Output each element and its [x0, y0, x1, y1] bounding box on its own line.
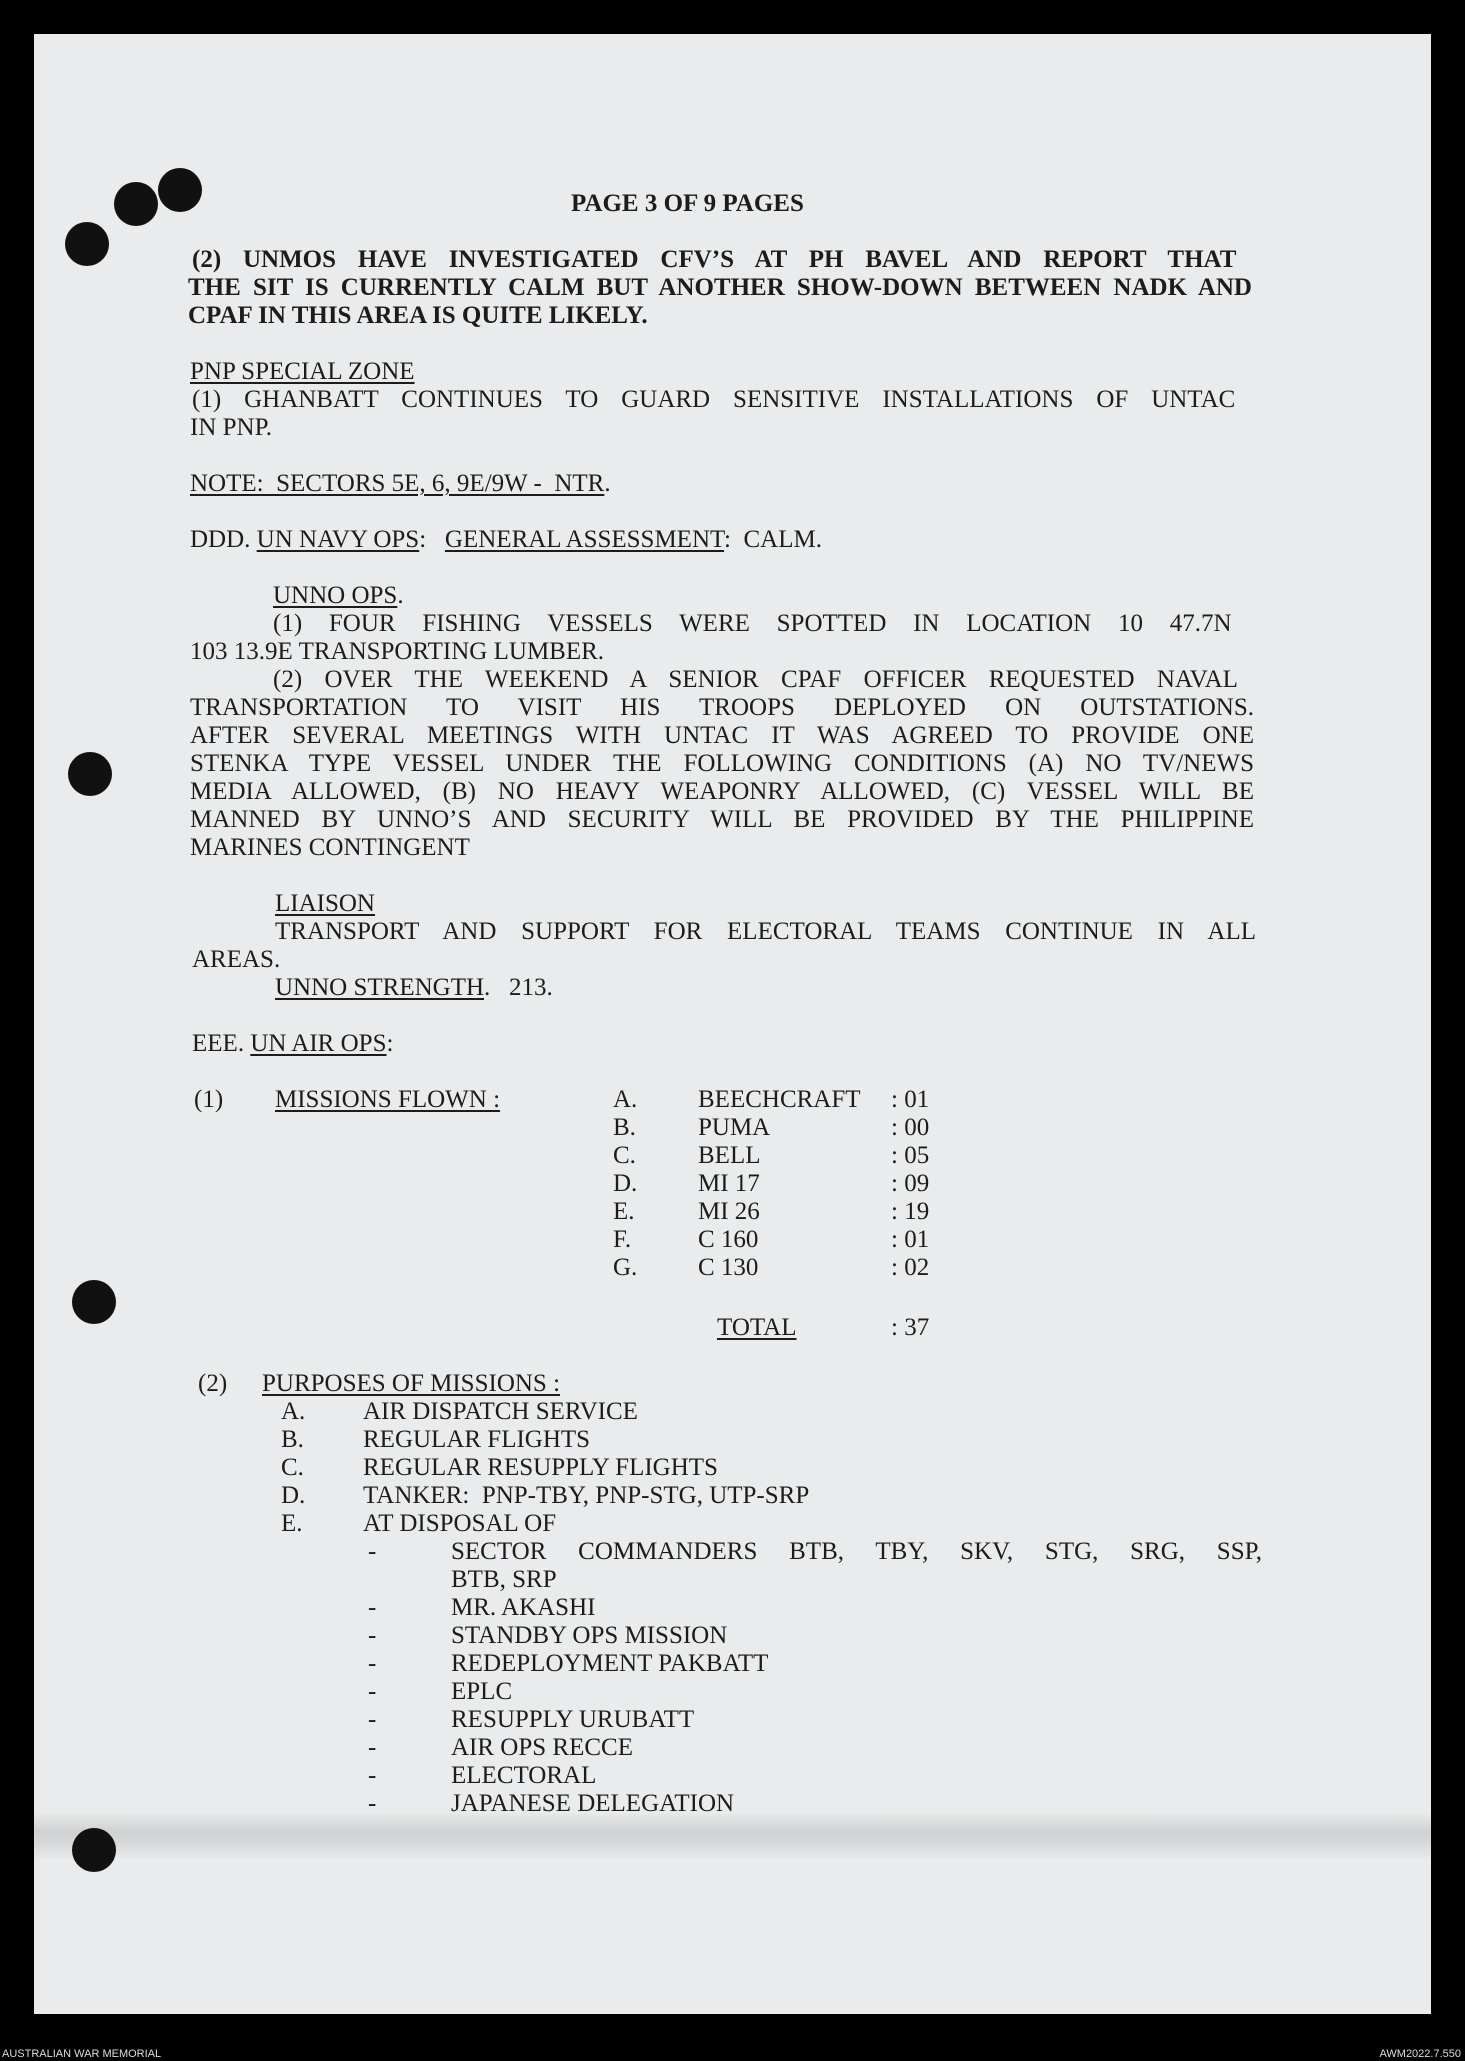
row-letter: F.: [613, 1226, 632, 1253]
row-count: : 01: [891, 1226, 930, 1253]
row-letter: D.: [613, 1170, 638, 1197]
row-letter: A.: [613, 1086, 638, 1113]
para-line: AREAS.: [192, 946, 281, 973]
dash: -: [368, 1734, 377, 1761]
subsection-heading: [273, 582, 404, 610]
unno-ops-heading: UNNO OPS: [273, 582, 398, 609]
punch-hole: [114, 182, 158, 226]
document-page: [34, 34, 1431, 2014]
item-text: REDEPLOYMENT PAKBATT: [451, 1650, 769, 1677]
row-letter: C.: [613, 1142, 636, 1169]
item-letter: D.: [281, 1482, 306, 1509]
item-text: RESUPPLY URUBATT: [451, 1706, 695, 1733]
row-aircraft: C 130: [698, 1254, 759, 1281]
para-line: THE SIT IS CURRENTLY CALM BUT ANOTHER SHOW-DOWN BETWEEN NADK AND: [188, 274, 1252, 301]
para-line: (1) FOUR FISHING VESSELS WERE SPOTTED IN LOCATION 10 47.7N: [273, 610, 1232, 637]
para-line: (2) OVER THE WEEKEND A SENIOR CPAF OFFICER REQUESTED NAVAL: [273, 666, 1238, 693]
punch-hole: [65, 222, 109, 266]
row-letter: E.: [613, 1198, 635, 1225]
item-text: STANDBY OPS MISSION: [451, 1622, 728, 1649]
purposes-label: PURPOSES OF MISSIONS :: [262, 1370, 561, 1397]
item-letter: C.: [281, 1454, 304, 1481]
dash: -: [368, 1622, 377, 1649]
para-line: TRANSPORT AND SUPPORT FOR ELECTORAL TEAMS CONTINUE IN ALL: [275, 918, 1256, 945]
strength-label: UNNO STRENGTH: [275, 974, 485, 1001]
punch-hole: [158, 168, 202, 212]
total-label: TOTAL: [717, 1314, 797, 1341]
purposes-number: (2): [198, 1370, 228, 1397]
row-aircraft: BEECHCRAFT: [698, 1086, 861, 1113]
item-text: ELECTORAL: [451, 1762, 597, 1789]
footer-left: AUSTRALIAN WAR MEMORIAL: [2, 2048, 162, 2060]
punch-hole: [68, 752, 112, 796]
row-count: : 09: [891, 1170, 930, 1197]
assessment-value: : CALM.: [724, 526, 822, 553]
item-text: BTB, SRP: [451, 1566, 557, 1593]
section-heading: PNP SPECIAL ZONE: [190, 358, 415, 385]
assessment-label: GENERAL ASSESSMENT: [444, 526, 725, 553]
section-prefix: EEE.: [192, 1030, 245, 1057]
section-title: UN AIR OPS: [250, 1030, 387, 1057]
punch-hole: [72, 1828, 116, 1872]
note-suffix: .: [604, 470, 611, 497]
item-letter: A.: [281, 1398, 306, 1425]
scan-artifact-band: [34, 1812, 1431, 1860]
row-aircraft: MI 17: [698, 1170, 760, 1197]
dash: -: [368, 1706, 377, 1733]
para-line: TRANSPORTATION TO VISIT HIS TROOPS DEPLOYED ON OUTSTATIONS.: [190, 694, 1254, 721]
eee-line: [192, 1030, 393, 1058]
para-line: (1) GHANBATT CONTINUES TO GUARD SENSITIVE INSTALLATIONS OF UNTAC: [192, 386, 1236, 413]
row-aircraft: C 160: [698, 1226, 759, 1253]
dash: -: [368, 1650, 377, 1677]
item-text: AIR OPS RECCE: [451, 1734, 633, 1761]
item-text: TANKER: PNP-TBY, PNP-STG, UTP-SRP: [363, 1482, 810, 1509]
para-line: IN PNP.: [190, 414, 272, 441]
item-letter: B.: [281, 1426, 304, 1453]
page-label: PAGE 3 OF 9 PAGES: [571, 190, 804, 217]
missions-number: (1): [194, 1086, 224, 1113]
ddd-line: [190, 526, 822, 554]
para-line: MANNED BY UNNO’S AND SECURITY WILL BE PROVIDED BY THE PHILIPPINE: [190, 806, 1254, 833]
para-line: AFTER SEVERAL MEETINGS WITH UNTAC IT WAS AGREED TO PROVIDE ONE: [190, 722, 1254, 749]
item-text: REGULAR FLIGHTS: [363, 1426, 591, 1453]
item-text: AIR DISPATCH SERVICE: [363, 1398, 638, 1425]
para-line: 103 13.9E TRANSPORTING LUMBER.: [190, 638, 605, 665]
row-count: : 00: [891, 1114, 930, 1141]
heading-suffix: .: [397, 582, 404, 609]
row-aircraft: MI 26: [698, 1198, 760, 1225]
item-text: EPLC: [451, 1678, 513, 1705]
row-aircraft: BELL: [698, 1142, 761, 1169]
note-line: [190, 470, 611, 498]
para-line: MEDIA ALLOWED, (B) NO HEAVY WEAPONRY ALLOWED, (C) VESSEL WILL BE: [190, 778, 1254, 805]
section-prefix: DDD.: [190, 526, 251, 553]
dash: -: [368, 1790, 377, 1817]
punch-hole: [72, 1280, 116, 1324]
item-text: JAPANESE DELEGATION: [451, 1790, 735, 1817]
para-line: STENKA TYPE VESSEL UNDER THE FOLLOWING CONDITIONS (A) NO TV/NEWS: [190, 750, 1254, 777]
para-line: MARINES CONTINGENT: [190, 834, 470, 861]
para-line: CPAF IN THIS AREA IS QUITE LIKELY.: [188, 302, 648, 329]
strength-line: [275, 974, 553, 1002]
missions-label: MISSIONS FLOWN :: [275, 1086, 501, 1113]
row-letter: G.: [613, 1254, 638, 1281]
item-text: SECTOR COMMANDERS BTB, TBY, SKV, STG, SRG, SSP,: [451, 1538, 1262, 1565]
strength-value: . 213.: [484, 974, 553, 1001]
item-text: AT DISPOSAL OF: [363, 1510, 557, 1537]
para-line: (2) UNMOS HAVE INVESTIGATED CFV’S AT PH BAVEL AND REPORT THAT: [192, 246, 1237, 273]
colon: :: [386, 1030, 394, 1057]
item-text: MR. AKASHI: [451, 1594, 596, 1621]
row-aircraft: PUMA: [698, 1114, 771, 1141]
item-text: REGULAR RESUPPLY FLIGHTS: [363, 1454, 718, 1481]
row-count: : 01: [891, 1086, 930, 1113]
dash: -: [368, 1594, 377, 1621]
total-value: : 37: [891, 1314, 930, 1341]
row-letter: B.: [613, 1114, 636, 1141]
row-count: : 02: [891, 1254, 930, 1281]
row-count: : 05: [891, 1142, 930, 1169]
row-count: : 19: [891, 1198, 930, 1225]
dash: -: [368, 1538, 377, 1565]
item-letter: E.: [281, 1510, 303, 1537]
footer-right: AWM2022.7.550: [1379, 2048, 1461, 2060]
subsection-heading: LIAISON: [275, 890, 375, 917]
dash: -: [368, 1762, 377, 1789]
dash: -: [368, 1678, 377, 1705]
colon: :: [419, 526, 427, 553]
section-title: UN NAVY OPS: [256, 526, 420, 553]
note-text: NOTE: SECTORS 5E, 6, 9E/9W - NTR: [190, 470, 605, 497]
